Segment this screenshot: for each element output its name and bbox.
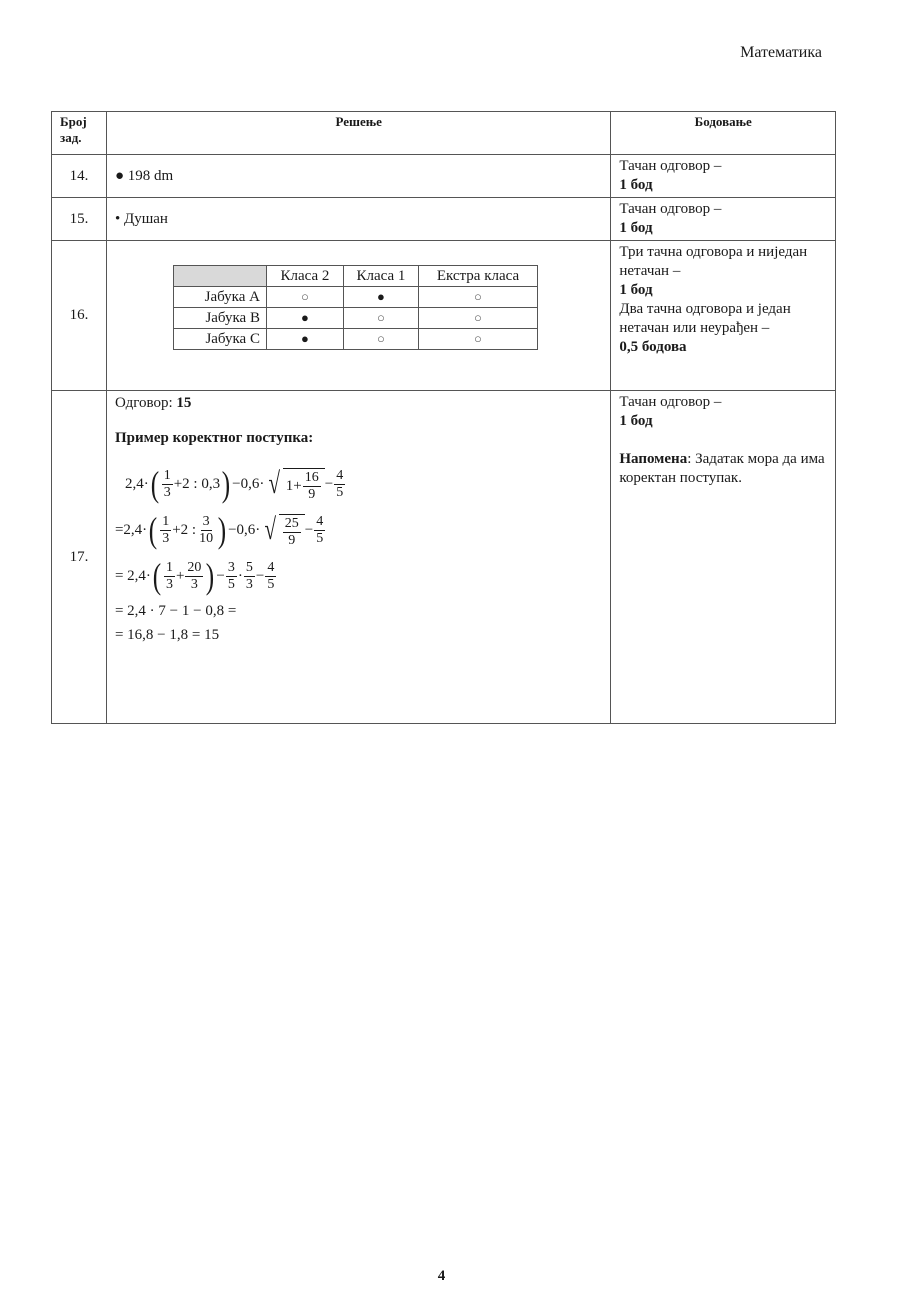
points-text: Тачан одговор – (619, 394, 722, 410)
math-line (115, 553, 602, 599)
fraction (197, 514, 215, 547)
fraction (162, 468, 173, 501)
math-derivation (115, 461, 602, 647)
fraction (226, 560, 237, 593)
grid-corner (173, 266, 266, 287)
table-row (52, 391, 836, 724)
fraction (185, 560, 203, 593)
math-text: − (304, 521, 314, 538)
radicand (279, 514, 305, 550)
math-line (115, 507, 602, 553)
points-value: 1 бод (619, 282, 653, 298)
math-text: 2,4· (124, 475, 149, 492)
fraction (303, 470, 321, 503)
fraction (160, 514, 171, 547)
grid-mark: ○ (418, 287, 537, 308)
paren-open: ( (152, 556, 162, 596)
paren-open: ( (150, 464, 159, 504)
radicand (283, 468, 325, 504)
grid-mark: ○ (418, 308, 537, 329)
numerator: 4 (336, 467, 344, 483)
fraction (283, 516, 301, 549)
grid-col-header: Класа 2 (266, 266, 343, 287)
fraction (265, 560, 276, 593)
math-text: = 2,4· (114, 567, 151, 584)
note-text: : Задатак мора да има коректан поступак. (619, 451, 825, 486)
numerator: 25 (284, 516, 299, 531)
grid-mark: ○ (418, 329, 537, 350)
task-points (611, 241, 836, 391)
denominator: 10 (199, 530, 214, 546)
points-text: Три тачна одговора и ниједан нетачан – (619, 244, 808, 279)
page-number: 4 (437, 1268, 446, 1284)
header-task-number: Број зад. (52, 112, 107, 155)
task-number: 14. (52, 155, 107, 198)
radical-sign: √ (264, 513, 277, 546)
grid-col-header: Класа 1 (343, 266, 418, 287)
grid-row-label: Јабука А (173, 287, 266, 308)
task-number: 17. (52, 391, 107, 724)
task-solution: • Душан (106, 198, 610, 241)
square-root (266, 464, 324, 504)
fraction (314, 514, 325, 547)
grid-col-header: Екстра класа (418, 266, 537, 287)
points-value: 1 бод (619, 177, 653, 193)
numerator: 4 (316, 513, 324, 529)
math-text: −0,6· (232, 475, 265, 492)
math-line (115, 461, 602, 507)
points-text: Два тачна одговора и један нетачан или неурађен – (619, 301, 791, 336)
denominator: 3 (245, 576, 253, 592)
note (619, 450, 827, 488)
paren-close: ) (221, 464, 231, 504)
points-value: 0,5 бодова (619, 339, 687, 355)
answer-value: 15 (176, 395, 192, 411)
grid-mark: ● (266, 329, 343, 350)
numerator: 1 (163, 467, 171, 483)
denominator: 5 (316, 530, 324, 546)
task-number: 16. (52, 241, 107, 391)
points-value: 1 бод (619, 220, 653, 236)
grid-row (173, 287, 537, 308)
denominator: 3 (162, 530, 170, 546)
math-text: +2 : 0,3 (173, 475, 221, 492)
math-text: − (324, 475, 334, 492)
grid-mark: ● (266, 308, 343, 329)
math-text: −0,6· (228, 521, 261, 538)
grid-row-label: Јабука С (173, 329, 266, 350)
task-solution (106, 391, 610, 724)
grid-mark: ○ (266, 287, 343, 308)
answer-label: Одговор: (114, 395, 173, 411)
math-text: +2 : (172, 521, 197, 538)
grid-row-label: Јабука В (173, 308, 266, 329)
grid-header-row (173, 266, 537, 287)
grid-mark: ● (343, 287, 418, 308)
math-text: 1+ (285, 478, 302, 494)
paren-open: ( (148, 510, 158, 550)
example-title: Пример коректног поступка: (114, 430, 314, 446)
table-row (52, 155, 836, 198)
denominator: 3 (190, 576, 198, 592)
math-text: − (255, 567, 265, 584)
points-text: Тачан одговор – (619, 201, 722, 217)
page-subject: Математика (740, 44, 822, 61)
numerator: 20 (187, 559, 202, 575)
task-points (611, 155, 836, 198)
math-text: =2,4· (114, 521, 148, 538)
math-line: = 16,8 − 1,8 = 15 (114, 626, 220, 643)
points-value: 1 бод (619, 413, 653, 429)
denominator: 5 (336, 484, 344, 500)
task-solution: ● 198 dm (106, 155, 610, 198)
table-row (52, 198, 836, 241)
numerator: 1 (165, 559, 173, 575)
numerator: 1 (162, 513, 170, 529)
task-solution (106, 241, 610, 391)
numerator: 5 (245, 559, 253, 575)
header-points: Бодовање (611, 112, 836, 155)
numerator: 4 (267, 559, 275, 575)
paren-close: ) (206, 556, 215, 596)
grid-mark: ○ (343, 329, 418, 350)
paren-close: ) (217, 510, 227, 550)
task-number: 15. (52, 198, 107, 241)
apple-class-grid (173, 265, 538, 350)
denominator: 9 (308, 487, 316, 502)
denominator: 5 (267, 576, 275, 592)
header-solution: Решење (106, 112, 610, 155)
denominator: 9 (288, 533, 296, 548)
math-text: + (175, 567, 185, 584)
fraction (244, 560, 255, 593)
math-line: = 2,4 · 7 − 1 − 0,8 = (114, 602, 237, 619)
numerator: 3 (202, 513, 210, 529)
task-points (611, 391, 836, 724)
answer-line (115, 395, 602, 412)
grid-row (173, 329, 537, 350)
denominator: 3 (165, 576, 173, 592)
numerator: 3 (227, 559, 235, 575)
fraction (164, 560, 175, 593)
math-text: · (237, 567, 243, 584)
denominator: 5 (227, 576, 235, 592)
table-row (52, 241, 836, 391)
denominator: 3 (163, 484, 171, 500)
radical-sign: √ (268, 467, 281, 500)
points-text: Тачан одговор – (619, 158, 722, 174)
fraction (334, 468, 345, 501)
numerator: 16 (304, 470, 319, 485)
answer-key-table (51, 111, 836, 724)
grid-mark: ○ (343, 308, 418, 329)
task-points (611, 198, 836, 241)
math-text: − (216, 567, 225, 584)
note-label: Напомена (619, 451, 688, 467)
grid-row (173, 308, 537, 329)
table-header-row (52, 112, 836, 155)
square-root (262, 510, 304, 550)
